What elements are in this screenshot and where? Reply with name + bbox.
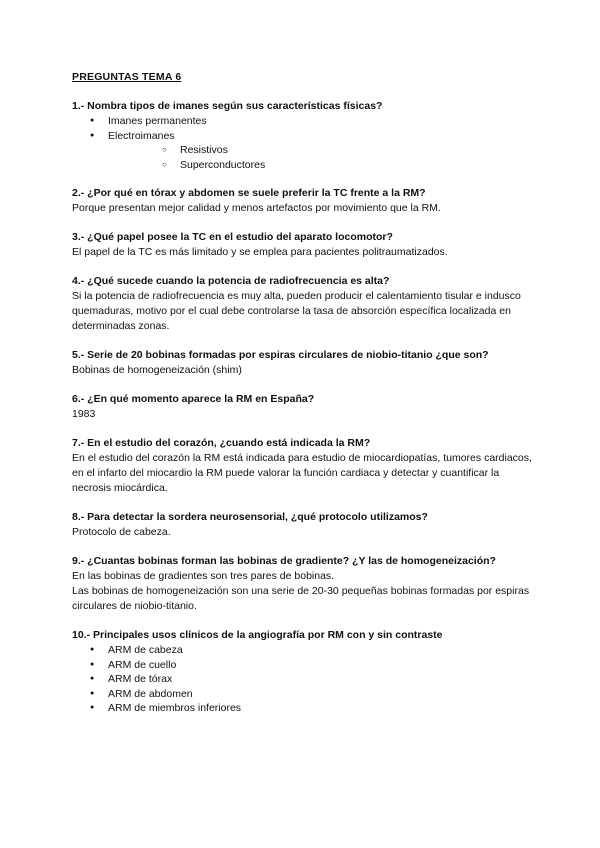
sub-list-item: ○ Superconductores [108,158,532,173]
list-item [72,129,532,173]
question-text: 6.- ¿En qué momento aparece la RM en España? [72,393,315,405]
list-item: ● Imanes permanentes [72,114,532,129]
list-item: ● ARM de abdomen [72,687,532,702]
list-item: ● ARM de tórax [72,672,532,687]
question-text: 9.- ¿Cuantas bobinas forman las bobinas de gradiente? ¿Y las de homogeneización? [72,555,496,567]
question-text: 10.- Principales usos clínicos de la angiografía por RM con y sin contraste [72,629,443,641]
question-text: 3.- ¿Qué papel posee la TC en el estudio del aparato locomotor? [72,231,393,243]
answer-text: En las bobinas de gradientes son tres pares de bobinas. [72,570,335,582]
answer-text: Porque presentan mejor calidad y menos artefactos por movimiento que la RM. [72,202,441,214]
question-text: 2.- ¿Por qué en tórax y abdomen se suele preferir la TC frente a la RM? [72,187,426,199]
sub-list-item: ○ Resistivos [108,143,532,158]
question-block [72,392,532,422]
answer-text: 1983 [72,408,96,420]
question-block [72,230,532,260]
list-item: ● ARM de cuello [72,658,532,673]
document-title: PREGUNTAS TEMA 6 [72,71,182,83]
question-text: 1.- Nombra tipos de imanes según sus características físicas? [72,100,383,112]
answer-list [72,114,532,172]
answer-text: El papel de la TC es más limitado y se emplea para pacientes politraumatizados. [72,246,448,258]
answer-text: En el estudio del corazón la RM está indicada para estudio de miocardiopatías, tumores cardiacos, en el infarto del miocardio la RM puede valorar la función cardiaca y detectar y cuantificar la necrosis miocárdica. [72,452,532,494]
answer-text: Bobinas de homogeneización (shim) [72,364,242,376]
question-block [72,274,532,334]
question-block [72,436,532,496]
answer-text: Protocolo de cabeza. [72,526,171,538]
list-item-label: Electroimanes [108,129,175,142]
list-item: ● ARM de miembros inferiores [72,701,532,716]
question-block [72,554,532,614]
question-text: 5.- Serie de 20 bobinas formadas por espiras circulares de niobio-titanio ¿que son? [72,349,489,361]
question-block [72,510,532,540]
question-text: 8.- Para detectar la sordera neurosensorial, ¿qué protocolo utilizamos? [72,511,428,523]
question-block [72,99,532,172]
answer-list [72,643,532,716]
answer-text: Si la potencia de radiofrecuencia es muy alta, pueden producir el calentamiento tisular e indusco quemaduras, motivo por el cual debe controlarse la tasa de absorción específica localizada en determinadas zonas. [72,290,521,332]
question-text: 4.- ¿Qué sucede cuando la potencia de radiofrecuencia es alta? [72,275,390,287]
sub-list [108,143,532,172]
question-block [72,186,532,216]
list-item: ● ARM de cabeza [72,643,532,658]
question-block [72,628,532,716]
question-block [72,348,532,378]
question-text: 7.- En el estudio del corazón, ¿cuando está indicada la RM? [72,437,371,449]
answer-text: Las bobinas de homogeneización son una serie de 20-30 pequeñas bobinas formadas por espiras circulares de niobio-titanio. [72,585,530,612]
document-page [72,70,532,730]
